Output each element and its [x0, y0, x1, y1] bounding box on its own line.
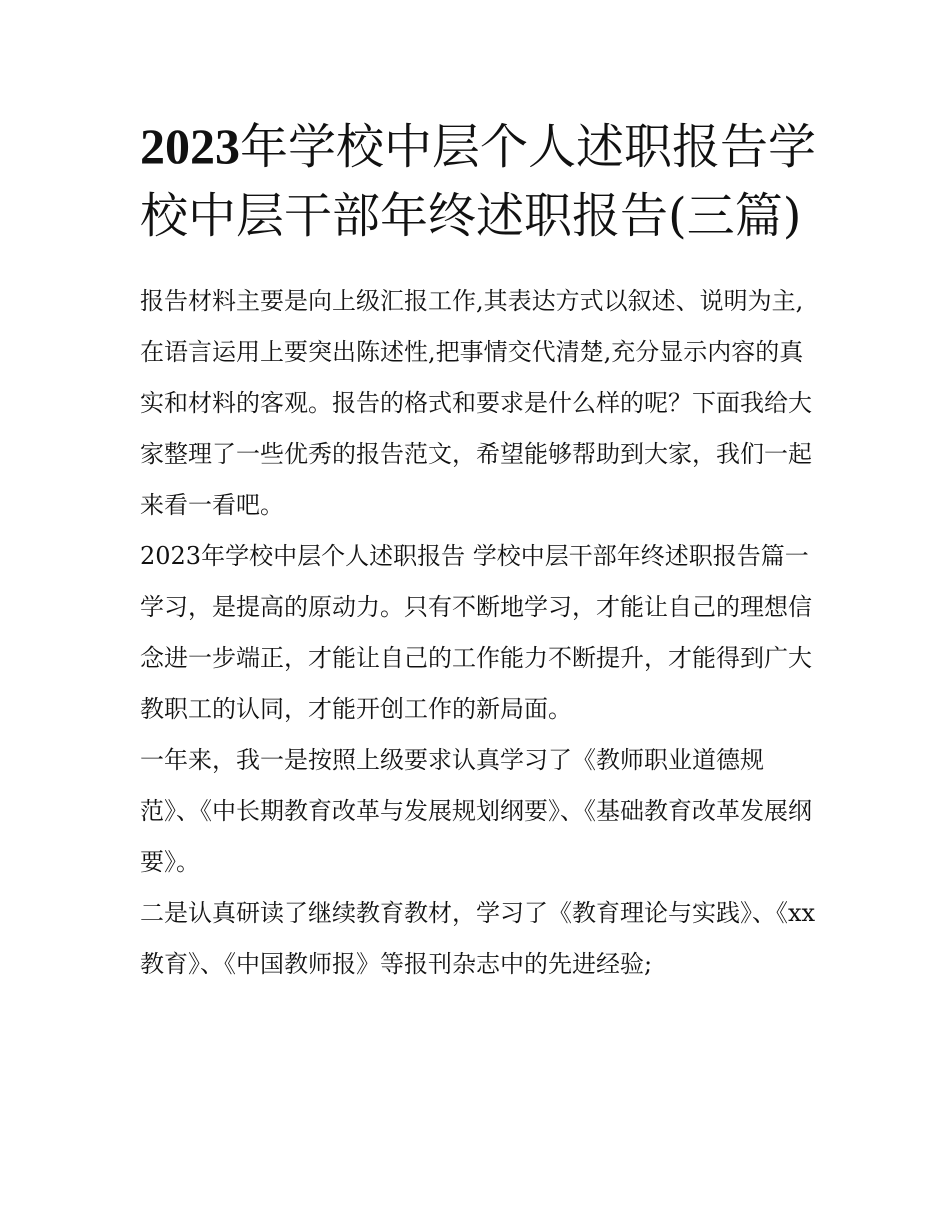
title-text: 年学校中层个人述职报告学校中层干部年终述职报告(三篇)	[140, 119, 817, 244]
body-paragraph: 一年来，我一是按照上级要求认真学习了《教师职业道德规范》、《中长期教育改革与发展规划纲要》、《基础教育改革发展纲要》。	[140, 746, 812, 876]
intro-paragraph: 报告材料主要是向上级汇报工作,其表达方式以叙述、说明为主,在语言运用上要突出陈述性,把事情交代清楚,充分显示内容的真实和材料的客观。报告的格式和要求是什么样的呢？下面我给大家整理了一些优秀的报告范文，希望能够帮助到大家，我们一起来看一看吧。	[140, 287, 812, 519]
title-year: 2023	[140, 118, 240, 174]
section-heading: 2023年学校中层个人述职报告 学校中层干部年终述职报告篇一	[140, 542, 809, 570]
body-paragraph: 学习，是提高的原动力。只有不断地学习，才能让自己的理想信念进一步端正，才能让自己的工作能力不断提升，才能得到广大教职工的认同，才能开创工作的新局面。	[140, 593, 812, 723]
document-page	[140, 112, 820, 990]
body-paragraph: 二是认真研读了继续教育教材，学习了《教育理论与实践》、《xx教育》、《中国教师报》等报刊杂志中的先进经验;	[140, 899, 816, 978]
document-body	[140, 276, 820, 990]
document-title	[140, 112, 820, 251]
